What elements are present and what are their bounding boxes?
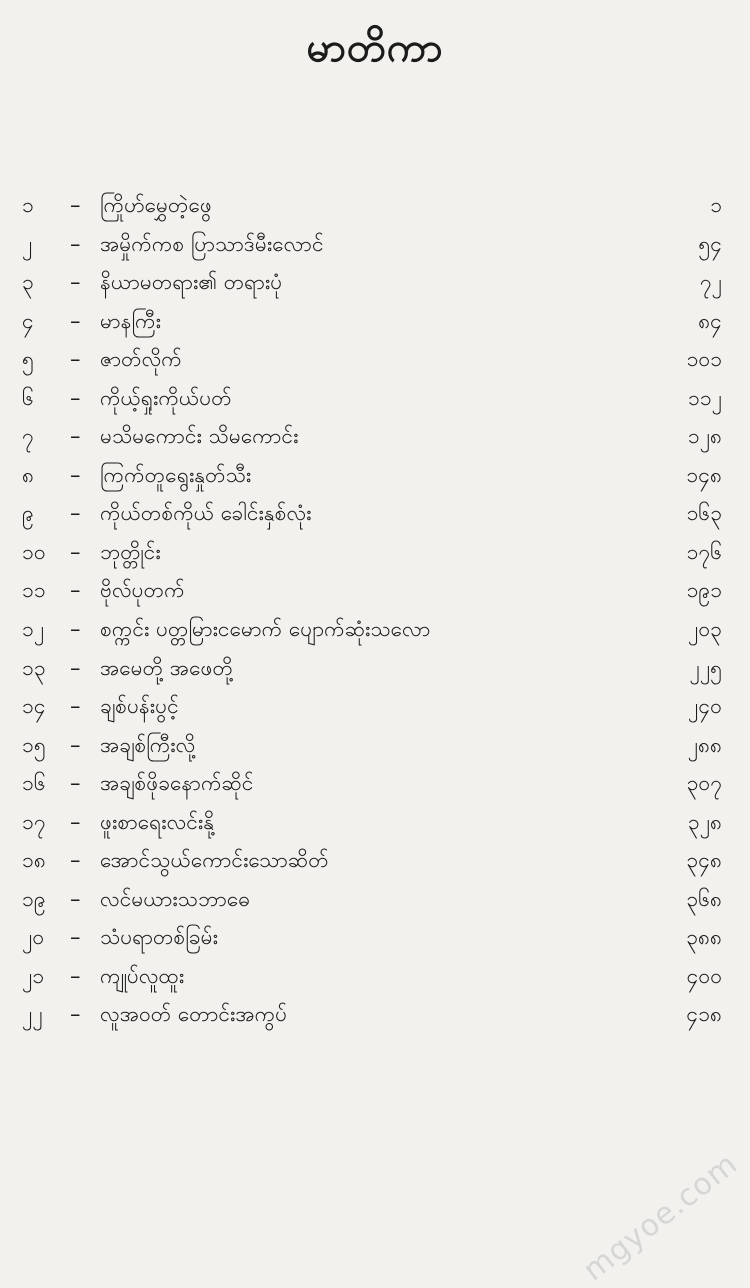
toc-entry-dash: – (70, 578, 81, 603)
toc-entry (0, 841, 750, 880)
toc-entry-page-number: ၁၇၆ (686, 539, 722, 564)
toc-entry (0, 957, 750, 996)
toc-entry-number: ၂ (22, 231, 33, 256)
toc-entry-title: အမေတို့ အဖေတို့ (100, 655, 233, 680)
toc-entry-dash: – (70, 617, 81, 642)
toc-entry-page-number: ၃၀၇ (686, 771, 722, 796)
toc-entry-dash: – (70, 771, 81, 796)
toc-entry (0, 687, 750, 726)
toc-entry-title: ကျုပ်လူထူး (100, 963, 185, 988)
toc-entry-number: ၁၂ (22, 617, 45, 642)
toc-entry-title: မာနကြီး (100, 308, 161, 333)
toc-entry-dash: – (70, 462, 81, 487)
toc-entry-number: ၂၁ (22, 963, 45, 988)
toc-entry-number: ၂၀ (22, 925, 45, 950)
toc-entry-title: ဘုတ္တိုင်း (100, 539, 161, 564)
toc-entry (0, 764, 750, 803)
toc-entry (0, 379, 750, 418)
toc-entry-page-number: ၃၆၈ (686, 886, 722, 911)
toc-entry-title: ကိုယ့်ရှုးကိုယ်ပတ် (100, 385, 232, 410)
toc-entry-number: ၄ (22, 308, 34, 333)
toc-entry (0, 456, 750, 495)
toc-entry-number: ၂၂ (22, 1002, 43, 1027)
toc-entry-number: ၈ (22, 462, 34, 487)
toc-entry-number: ၃ (22, 270, 34, 295)
toc-entry (0, 649, 750, 688)
toc-entry-dash: – (70, 308, 81, 333)
page-title: မာတိကာ (306, 25, 444, 71)
toc-entry-title: ဗိုလ်ပုတက် (100, 578, 185, 603)
toc-entry (0, 302, 750, 341)
toc-entry-page-number: ၁၄၈ (686, 462, 722, 487)
toc-entry (0, 417, 750, 456)
toc-entry-title: သံပရာတစ်ခြမ်း (100, 925, 218, 950)
toc-entry-dash: – (70, 655, 81, 680)
toc-entry-page-number: ၅၄ (698, 231, 722, 256)
toc-entry-dash: – (70, 270, 81, 295)
toc-entry-number: ၁၄ (22, 694, 46, 719)
toc-entry-dash: – (70, 347, 81, 372)
toc-entry-number: ၅ (22, 347, 34, 372)
toc-entry-dash: – (70, 886, 81, 911)
toc-entry-page-number: ၁ (710, 193, 722, 217)
toc-entry-page-number: ၂၄၀ (688, 694, 722, 719)
toc-entry-title: ဇာတ်လိုက် (100, 347, 182, 372)
toc-entry-title: ကြက်တူရွေးနှုတ်သီး (100, 462, 252, 487)
table-of-contents (0, 186, 750, 1034)
toc-entry-number: ၁၇ (22, 809, 46, 834)
toc-entry-page-number: ၁၉၁ (686, 578, 722, 603)
watermark: mgyoe.com (576, 1146, 744, 1288)
toc-entry (0, 225, 750, 264)
toc-entry-page-number: ၁၀၁ (686, 347, 722, 372)
toc-entry-dash: – (70, 193, 81, 217)
toc-entry-number: ၁၁ (22, 578, 46, 603)
toc-entry-number: ၁၉ (22, 886, 46, 911)
toc-entry-dash: – (70, 809, 81, 834)
toc-entry-title: အချစ်ကြီးလို့ (100, 732, 196, 757)
toc-entry-title: ကြိုဟ်မွှေတဲ့ဖွေ (100, 193, 212, 217)
toc-entry-page-number: ၁၂၈ (687, 424, 722, 449)
toc-entry (0, 880, 750, 919)
toc-entry (0, 610, 750, 649)
toc-entry-dash: – (70, 925, 81, 950)
toc-entry-dash: – (70, 424, 81, 449)
toc-entry-dash: – (70, 694, 81, 719)
toc-entry-number: ၁၃ (22, 655, 46, 680)
toc-entry-dash: – (70, 1002, 81, 1027)
toc-entry-page-number: ၈၄ (698, 308, 722, 333)
toc-entry-dash: – (70, 732, 81, 757)
toc-entry-title: အချစ်ဖိုခနောက်ဆိုင် (100, 771, 254, 796)
toc-entry-number: ၁၈ (22, 848, 46, 873)
toc-entry-title: ချစ်ပန်းပွင့် (100, 694, 179, 719)
toc-entry-page-number: ၁၁၂ (688, 385, 722, 410)
toc-entry-page-number: ၃၂၈ (687, 809, 722, 834)
toc-entry-dash: – (70, 963, 81, 988)
toc-entry-title: လူအဝတ် တောင်းအကွပ် (100, 1002, 288, 1027)
toc-entry-title: ဖူးစာရေးလင်းနို့ (100, 809, 215, 834)
toc-entry (0, 340, 750, 379)
toc-entry-page-number: ၁၆၃ (686, 501, 722, 526)
toc-entry-page-number: ၄၁၈ (686, 1002, 722, 1027)
toc-entry-title: ကိုယ်တစ်ကိုယ် ခေါင်းနှစ်လုံး (100, 501, 312, 526)
toc-entry-title: အောင်သွယ်ကောင်းသောဆိတ် (100, 848, 329, 873)
toc-entry-title: အမှိုက်ကစ ပြာသာဒ်မီးလောင် (100, 231, 324, 256)
toc-entry (0, 803, 750, 842)
toc-entry-page-number: ၂၀၃ (688, 617, 722, 642)
toc-entry-page-number: ၂၈၈ (687, 732, 722, 757)
toc-entry-dash: – (70, 539, 81, 564)
toc-entry-title: လင်မယားသဘာဓေ (100, 886, 251, 911)
toc-entry-title: စက္ကင်း ပတ္တမြားငမောက် ပျောက်ဆုံးသလော (100, 617, 431, 642)
toc-entry-page-number: ၇၂ (699, 270, 722, 295)
toc-entry-page-number: ၂၂၅ (689, 655, 722, 680)
toc-entry (0, 918, 750, 957)
toc-entry-number: ၁၆ (22, 771, 46, 796)
toc-entry-dash: – (70, 501, 81, 526)
toc-entry-number: ၉ (22, 501, 34, 526)
toc-entry-page-number: ၄၀၀ (686, 963, 722, 988)
toc-entry-number: ၆ (22, 385, 34, 410)
toc-entry-page-number: ၃၄၈ (686, 848, 722, 873)
toc-entry-title: မသိမကောင်း သိမကောင်း (100, 424, 299, 449)
toc-entry (0, 995, 750, 1034)
toc-entry-title: နိယာမတရား၏ တရားပုံ (100, 270, 283, 295)
toc-entry-number: ၁၅ (22, 732, 46, 757)
toc-entry (0, 533, 750, 572)
toc-entry (0, 186, 750, 225)
toc-entry-number: ၇ (22, 424, 34, 449)
toc-entry-dash: – (70, 848, 81, 873)
toc-entry (0, 263, 750, 302)
toc-entry-dash: – (70, 385, 81, 410)
toc-entry (0, 494, 750, 533)
toc-entry-number: ၁ (22, 193, 34, 217)
toc-entry-dash: – (70, 231, 81, 256)
toc-entry-page-number: ၃၈၈ (686, 925, 722, 950)
toc-entry (0, 726, 750, 765)
toc-entry-number: ၁၀ (22, 539, 46, 564)
toc-entry (0, 571, 750, 610)
